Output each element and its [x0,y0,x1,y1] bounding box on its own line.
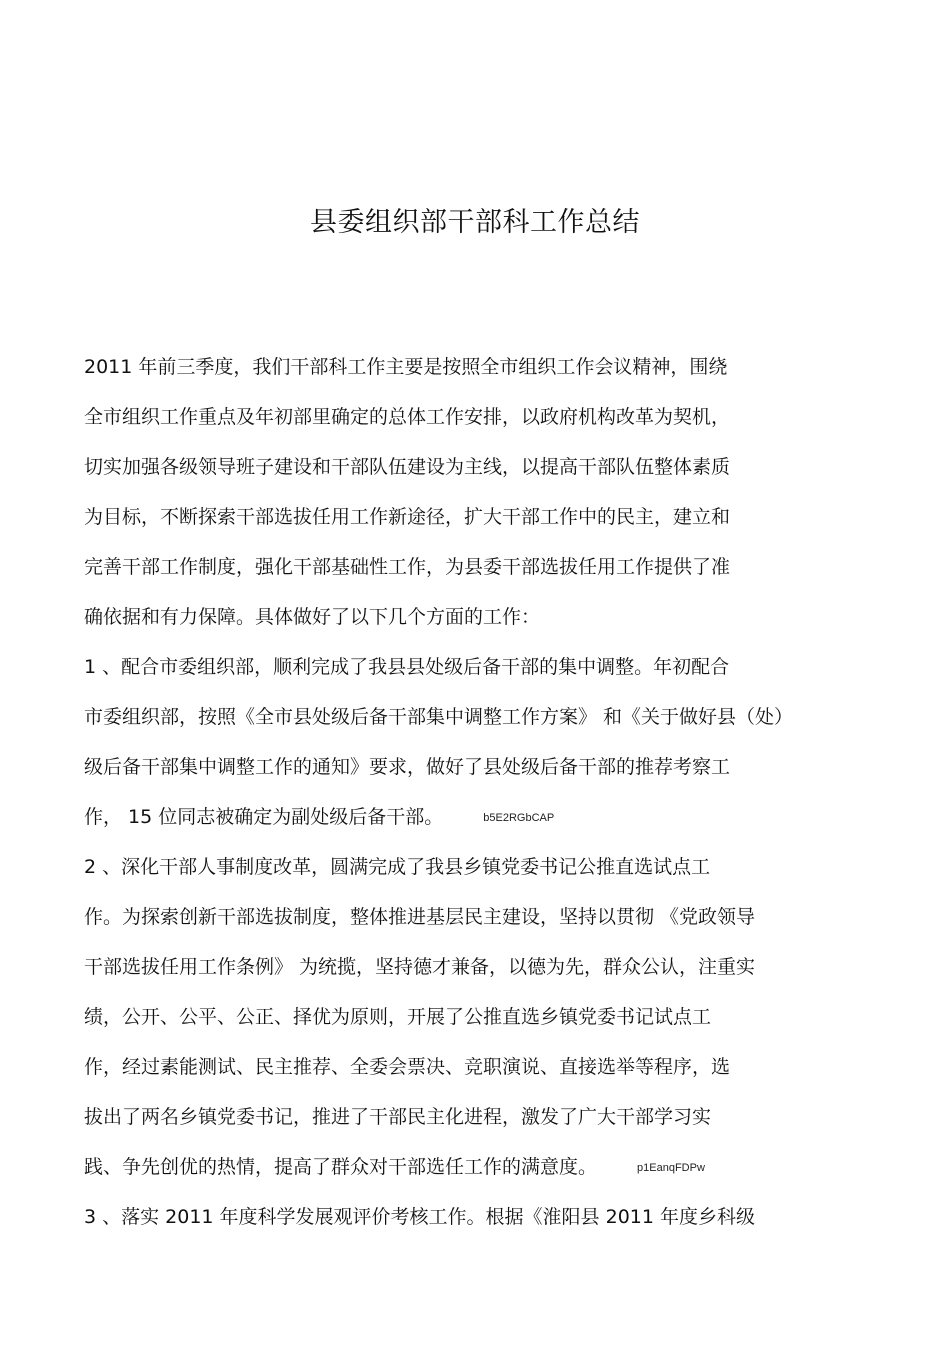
paragraph-line: 作，经过素能测试、民主推荐、全委会票决、竞职演说、直接选举等程序，选 [84,1056,731,1078]
paragraph-line: 绩，公开、公平、公正、择优为原则，开展了公推直选乡镇党委书记试点工 [84,1006,712,1028]
paragraph-line: 确依据和有力保障。具体做好了以下几个方面的工作： [84,606,541,628]
paragraph-line: 市委组织部，按照《全市县处级后备干部集中调整工作方案》 和《关于做好县（处） [84,706,794,728]
paragraph-line: 2011 年前三季度，我们干部科工作主要是按照全市组织工作会议精神，围绕 [84,356,728,378]
paragraph-line: 1 、配合市委组织部，顺利完成了我县县处级后备干部的集中调整。年初配合 [84,656,730,678]
paragraph-line: 干部选拔任用工作条例》 为统揽，坚持德才兼备，以德为先，群众公认，注重实 [84,956,756,978]
paragraph-line: 践、争先创优的热情，提高了群众对干部选任工作的满意度。 [84,1156,598,1178]
paragraph-line: 3 、落实 2011 年度科学发展观评价考核工作。根据《淮阳县 2011 年度乡科级 [84,1206,755,1228]
paragraph-line-with-code [84,805,554,830]
paragraph-line: 拔出了两名乡镇党委书记，推进了干部民主化进程，激发了广大干部学习实 [84,1106,712,1128]
document-code: p1EanqFDPw [637,1161,705,1174]
paragraph-line: 作。为探索创新干部选拔制度，整体推进基层民主建设，坚持以贯彻 《党政领导 [84,906,756,928]
document-title: 县委组织部干部科工作总结 [310,207,640,238]
paragraph-line: 切实加强各级领导班子建设和干部队伍建设为主线，以提高干部队伍整体素质 [84,456,731,478]
paragraph-line: 级后备干部集中调整工作的通知》要求，做好了县处级后备干部的推荐考察工 [84,756,731,778]
paragraph-line: 完善干部工作制度，强化干部基础性工作，为县委干部选拔任用工作提供了准 [84,556,731,578]
paragraph-line: 全市组织工作重点及年初部里确定的总体工作安排，以政府机构改革为契机， [84,406,731,428]
paragraph-line-with-code [84,1155,705,1180]
paragraph-line: 为目标，不断探索干部选拔任用工作新途径，扩大干部工作中的民主，建立和 [84,506,731,528]
paragraph-line: 2 、深化干部人事制度改革，圆满完成了我县乡镇党委书记公推直选试点工 [84,856,711,878]
document-code: b5E2RGbCAP [483,811,555,824]
paragraph-line: 作， 15 位同志被确定为副处级后备干部。 [84,806,444,828]
